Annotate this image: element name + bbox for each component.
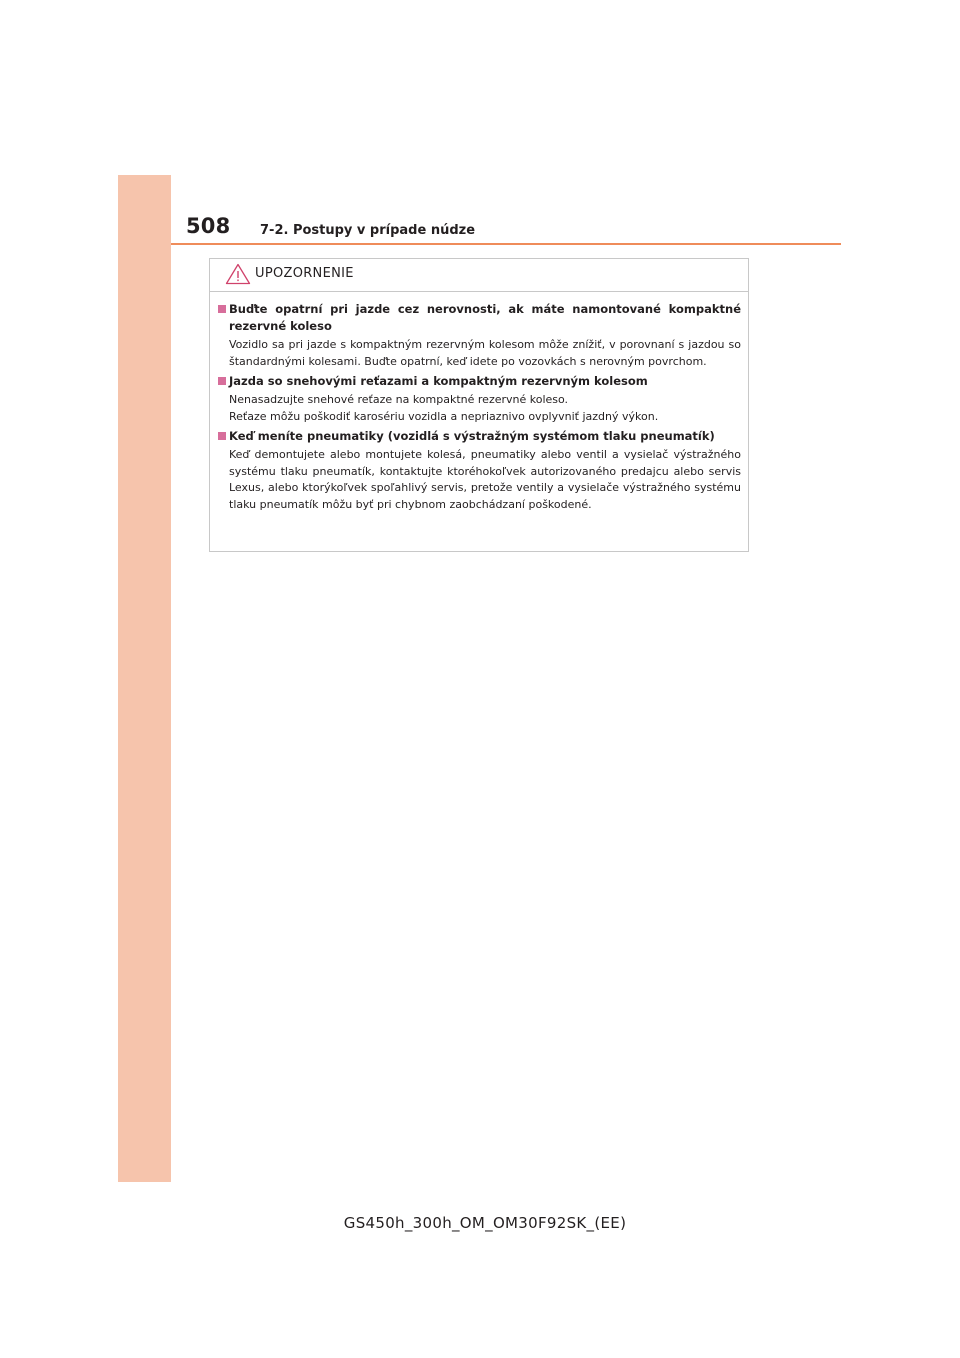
footer-document-code: GS450h_300h_OM_OM30F92SK_(EE) (343, 1214, 627, 1232)
side-tab-band (118, 175, 171, 1182)
warning-item-heading (218, 428, 741, 445)
warning-item (218, 301, 741, 370)
warning-triangle-icon (225, 263, 251, 285)
warning-content (210, 301, 748, 516)
warning-item-body-continued: Reťaze môžu poškodiť karosériu vozidla a nepriaznivo ovplyvniť jazdný výkon. (229, 409, 659, 423)
warning-title: UPOZORNENIE (255, 266, 354, 281)
warning-item (218, 428, 741, 513)
heading-text: Jazda so snehovými reťazami a kompaktným rezervným kolesom (229, 374, 648, 388)
warning-item-body: Nenasadzujte snehové reťaze na kompaktné rezervné koleso. (229, 393, 569, 406)
heading-text: Buďte opatrní pri jazde cez nerovnosti, ak máte namontované kompaktné rezervné koleso (229, 302, 741, 333)
square-bullet-icon (218, 377, 226, 385)
page-number: 508 (186, 214, 231, 238)
header-divider (171, 243, 841, 245)
section-title: 7-2. Postupy v prípade núdze (260, 223, 476, 238)
warning-item-body: Keď demontujete alebo montujete kolesá, pneumatiky alebo ventil a vysielač výstražného systému tlaku pneumatík, kontaktujte ktoréhokoľvek autorizovaného predajcu alebo servis Lexus, alebo ktorýkoľvek spoľahlivý servis, pretože ventily a vysielače výstražného systému tlaku pneumatík môžu byť pri chybnom zaobchádzaní poškodené. (229, 448, 741, 511)
warning-item-heading (218, 373, 741, 390)
square-bullet-icon (218, 305, 226, 313)
square-bullet-icon (218, 432, 226, 440)
warning-header (210, 259, 748, 292)
warning-item-heading (218, 301, 741, 335)
warning-item (218, 373, 741, 425)
warning-item-body: Vozidlo sa pri jazde s kompaktným rezervným kolesom môže znížiť, v porovnaní s jazdou so štandardnými kolesami. Buďte opatrní, keď idete po vozovkách s nerovným povrchom. (229, 338, 741, 368)
heading-text: Keď meníte pneumatiky (vozidlá s výstražným systémom tlaku pneumatík) (229, 429, 715, 443)
warning-box (209, 258, 749, 552)
